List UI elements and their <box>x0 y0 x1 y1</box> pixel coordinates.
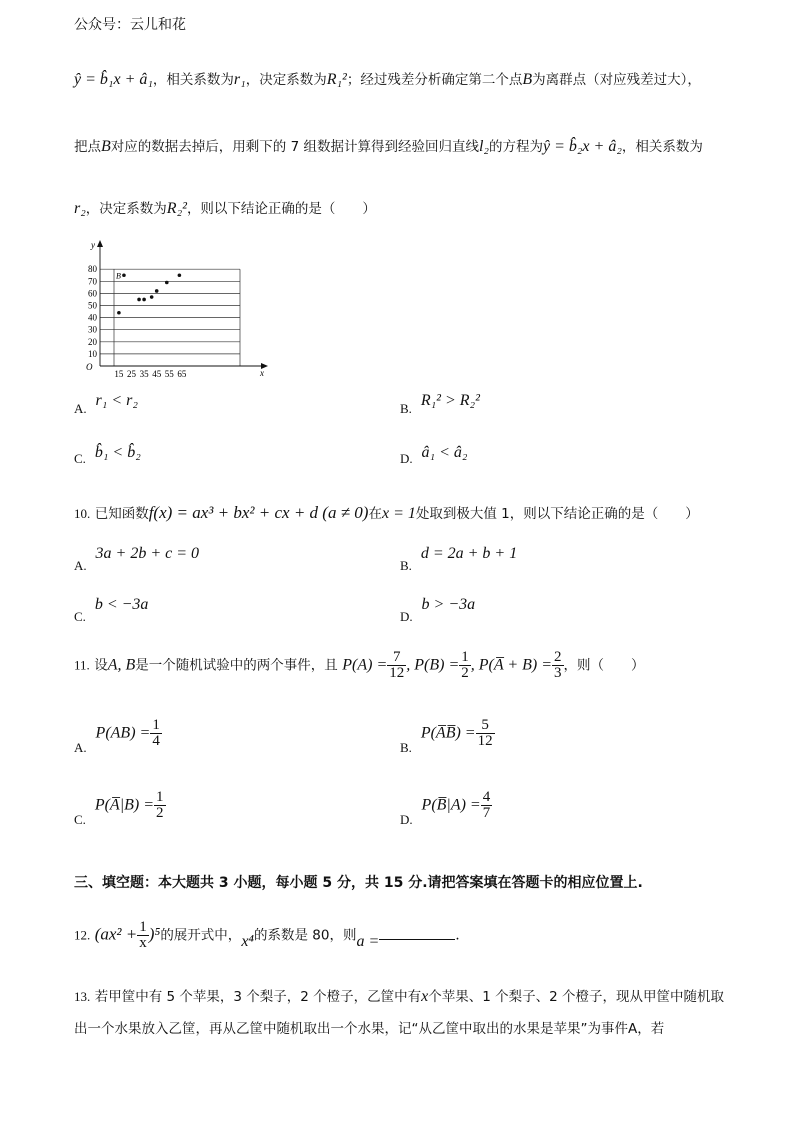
y-axis-arrow <box>97 240 103 247</box>
data-point <box>142 298 146 302</box>
option-letter: D. <box>400 811 413 827</box>
y-tick-label: 80 <box>88 264 97 275</box>
y-tick-label: 40 <box>88 312 97 323</box>
x-tick-label: 35 <box>139 369 149 379</box>
q11-option-c[interactable] <box>74 789 166 827</box>
l2-symbol: l₂ <box>478 138 489 155</box>
x-tick-label: 25 <box>127 369 136 379</box>
y-tick-label: 30 <box>88 324 97 335</box>
option-lhs: P(A̅|B) = <box>94 796 154 814</box>
q13-text: 若甲筐中有 5 个苹果，3 个梨子，2 个橙子，乙筐中有 <box>94 989 422 1005</box>
origin-label: O <box>86 362 93 372</box>
option-letter: D. <box>400 609 413 624</box>
numerator: 1 <box>152 717 160 733</box>
q9-option-c[interactable] <box>74 444 141 468</box>
q9-text: 的方程为 <box>488 139 543 155</box>
option-letter: D. <box>400 451 413 466</box>
y-tick-label: 50 <box>88 300 97 311</box>
q12-text: 的展开式中， <box>160 927 242 944</box>
data-point <box>137 298 141 302</box>
numerator: 2 <box>554 649 562 665</box>
question-12-stem <box>74 920 460 951</box>
q13-text: 个苹果、1 个梨子、2 个橙子，现从甲筐中随机取 <box>428 989 725 1005</box>
data-point <box>178 273 182 277</box>
q10-option-b[interactable] <box>400 545 518 573</box>
fraction <box>476 718 495 749</box>
q9-text: 为离群点（对应残差过大）， <box>532 72 701 88</box>
option-expression: d = 2a + b + 1 <box>420 545 518 562</box>
option-letter: B. <box>400 739 412 755</box>
option-lhs: P(B̅|A) = <box>421 796 481 814</box>
question-13-line-1 <box>74 985 724 1006</box>
numerator: 1 <box>461 649 469 665</box>
function-definition: f(x) = ax³ + bx² + cx + d (a ≠ 0) <box>148 503 369 522</box>
option-lhs: P(AB) = <box>95 724 151 742</box>
denominator: 12 <box>389 665 405 681</box>
q9-text: ；经过残差分析确定第二个点 <box>346 72 523 88</box>
denominator: 2 <box>156 805 164 821</box>
data-point <box>150 295 154 299</box>
q10-text: 在 <box>368 506 382 522</box>
q9-option-b[interactable] <box>400 392 480 418</box>
option-expression: r₁ < r₂ <box>95 392 138 409</box>
answer-label: a = <box>356 932 380 950</box>
fraction <box>154 790 166 821</box>
q9-line-2 <box>74 135 703 156</box>
option-expression: â₁ < â₂ <box>421 444 468 461</box>
x-tick-label: 55 <box>164 369 174 379</box>
question-number: 13. <box>74 989 91 1004</box>
q9-option-d[interactable] <box>400 444 468 468</box>
fraction <box>552 650 564 681</box>
denominator: 4 <box>152 733 160 749</box>
option-letter: A. <box>74 739 87 755</box>
option-expression: 3a + 2b + c = 0 <box>95 545 200 562</box>
x-tick-label: 45 <box>152 369 162 379</box>
fraction <box>481 790 493 821</box>
option-letter: C. <box>74 609 86 624</box>
q12-text: 的系数是 80，则 <box>253 927 357 944</box>
scatter-plot <box>68 238 278 383</box>
q9-line-1 <box>74 68 701 89</box>
regression-equation-2: ŷ = b̂₂x + â₂ <box>542 138 622 155</box>
numerator: 4 <box>482 789 491 805</box>
data-point <box>155 289 159 293</box>
q9-text: ，相关系数为 <box>621 139 703 155</box>
regression-equation-1: ŷ = b̂₁x + â₁ <box>74 71 153 88</box>
y-tick-label: 20 <box>88 336 97 347</box>
q11-text: ，则（ ） <box>563 657 645 674</box>
question-number: 12. <box>74 927 91 943</box>
option-expression: R₁² > R₂² <box>420 392 480 409</box>
denominator: 12 <box>477 733 493 749</box>
question-number: 10. <box>74 506 91 521</box>
question-11-stem <box>74 650 645 681</box>
R2-squared-symbol: R₂² <box>166 200 187 217</box>
x4-symbol: x⁴ <box>241 932 254 950</box>
y-tick-label: 60 <box>88 288 97 299</box>
option-letter: C. <box>74 451 86 466</box>
answer-blank[interactable] <box>379 927 455 940</box>
denominator: 2 <box>461 665 469 681</box>
option-letter: B. <box>400 401 412 416</box>
y-tick-label: 10 <box>88 348 97 359</box>
y-axis-label: y <box>91 240 95 250</box>
fraction <box>137 920 149 951</box>
q9-text: ，决定系数为 <box>245 72 327 88</box>
q10-option-d[interactable] <box>400 596 476 624</box>
q10-text: 已知函数 <box>94 506 149 522</box>
question-10-stem <box>74 502 699 523</box>
q9-text: 把点 <box>74 139 101 155</box>
numerator: 1 <box>156 789 164 805</box>
q9-text: 对应的数据去掉后，用剩下的 7 组数据计算得到经验回归直线 <box>110 139 479 155</box>
prob-B: , P(B) = <box>406 656 460 674</box>
fraction <box>459 650 471 681</box>
source-header: 公众号：云儿和花 <box>74 17 186 33</box>
x-tick-label: 15 <box>114 369 124 379</box>
period: . <box>455 927 460 944</box>
section-3-heading: 三、填空题：本大题共 3 小题，每小题 5 分，共 15 分.请把答案填在答题卡的相应位置上. <box>74 875 643 891</box>
x-tick-label: 65 <box>177 369 187 379</box>
q11-option-b[interactable] <box>400 717 495 755</box>
denominator: 3 <box>554 665 562 681</box>
question-13-line-2: 出一个水果放入乙筐，再从乙筐中随机取出一个水果，记“从乙筐中取出的水果是苹果”为事件A，若 <box>74 1021 665 1037</box>
point-B-symbol: B <box>101 138 111 155</box>
data-point <box>165 281 169 285</box>
option-expression: b > −3a <box>421 596 476 613</box>
q11-text: 设 <box>94 657 108 674</box>
data-point <box>117 311 121 315</box>
q9-option-a[interactable] <box>74 392 138 418</box>
events-AB: A, B <box>107 656 136 674</box>
numerator: 5 <box>476 718 495 734</box>
binomial-expr-post: )⁵ <box>148 924 161 944</box>
denominator: 7 <box>482 805 491 821</box>
prob-A: P(A) = <box>342 656 388 674</box>
fraction <box>387 650 406 681</box>
option-lhs: P(A̅B̅) = <box>420 724 476 742</box>
r2-symbol: r₂ <box>74 200 86 217</box>
option-expression: b̂₁ < b̂₂ <box>94 444 141 461</box>
data-point <box>122 273 126 277</box>
y-tick-label: 70 <box>88 276 97 287</box>
q9-line-3 <box>74 197 376 218</box>
denominator: x <box>139 935 147 951</box>
question-number: 11. <box>74 657 90 673</box>
q11-option-d[interactable] <box>400 789 492 827</box>
q10-option-a[interactable] <box>74 545 200 573</box>
point-B-symbol: B <box>522 71 533 88</box>
x-axis-label: x <box>260 368 264 378</box>
numerator: 7 <box>387 650 406 666</box>
option-letter: C. <box>74 811 86 827</box>
prob-notA-plus-B: , P(A̅ + B) = <box>470 656 553 674</box>
fraction <box>150 718 162 749</box>
q9-text: ，则以下结论正确的是（ ） <box>186 201 376 217</box>
numerator: 1 <box>139 919 147 935</box>
binomial-expr-pre: (ax² + <box>94 924 138 944</box>
q11-option-a[interactable] <box>74 717 162 755</box>
option-letter: B. <box>400 558 412 573</box>
condition-x-equals-1: x = 1 <box>381 505 416 522</box>
q9-text: ，相关系数为 <box>152 72 234 88</box>
q10-text: 处取到极大值 1，则以下结论正确的是（ ） <box>415 506 699 522</box>
q9-text: ，决定系数为 <box>85 201 167 217</box>
point-label: B <box>115 271 121 281</box>
option-letter: A. <box>74 401 87 416</box>
r1-symbol: r₁ <box>233 71 246 88</box>
q10-option-c[interactable] <box>74 596 149 624</box>
q11-text: 是一个随机试验中的两个事件，且 <box>135 657 338 674</box>
x-symbol: x <box>421 988 429 1005</box>
R1-squared-symbol: R₁² <box>326 71 347 88</box>
option-expression: b < −3a <box>94 596 149 613</box>
option-letter: A. <box>74 558 87 573</box>
